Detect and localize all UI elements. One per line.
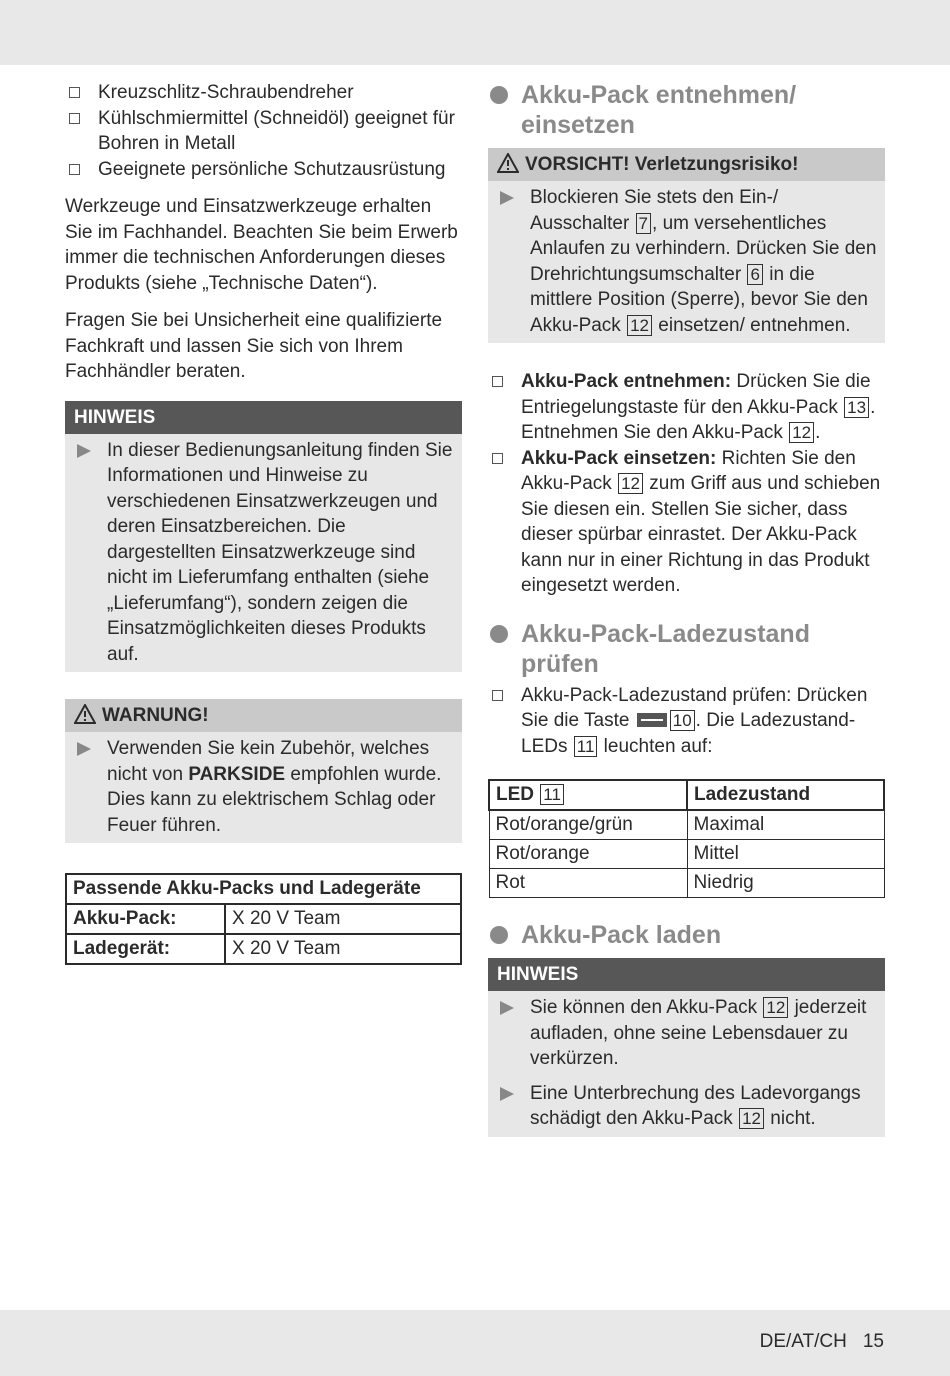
left-column xyxy=(65,80,462,965)
region-label: DE/AT/CH xyxy=(759,1331,847,1352)
bullet-dot-icon xyxy=(490,86,508,104)
warning-triangle-icon xyxy=(74,702,96,736)
warnung-title: WARNUNG! xyxy=(102,705,209,726)
right-column xyxy=(488,80,885,1137)
part-number: 10 xyxy=(670,710,695,731)
table-row: Rot/orange Mittel xyxy=(489,840,884,869)
table-title: Passende Akku-Packs und Ladegeräte xyxy=(66,874,461,904)
table-row: Akku-Pack: X 20 V Team xyxy=(66,904,461,934)
vorsicht-box xyxy=(488,148,885,343)
arrow-right-icon xyxy=(500,1001,514,1015)
list-item: Akku-Pack einsetzen: Richten Sie den Akku-Pack 12 zum Griff aus und schieben Sie diesen ein. Stellen Sie sicher, dass dieser spürbar einrastet. Der Akku-Pack kann nur in einer Richtung in das Produkt eingesetzt werden. xyxy=(488,446,885,599)
checkbox-icon xyxy=(69,113,80,124)
bullet-dot-icon xyxy=(490,625,508,643)
bullet-dot-icon xyxy=(490,926,508,944)
list-item: Kühlschmiermittel (Schneidöl) geeignet für Bohren in Metall xyxy=(65,106,462,157)
section-title-remove-insert: Akku-Pack entnehmen/ einsetzen xyxy=(488,80,885,140)
arrow-right-icon xyxy=(77,742,91,756)
checkbox-icon xyxy=(492,376,503,387)
part-number: 6 xyxy=(747,264,762,285)
part-number: 11 xyxy=(540,784,564,805)
part-number: 7 xyxy=(636,213,651,234)
note-item: Eine Unterbrechung des Ladevorgangs schädigt den Akku-Pack 12 nicht. xyxy=(488,1081,877,1132)
list-item: Akku-Pack-Ladezustand prüfen: Drücken Sie die Taste 10 . Die Ladezustand-LEDs 11 leuchten auf: xyxy=(488,683,885,760)
table-row: Ladegerät: X 20 V Team xyxy=(66,934,461,964)
top-bar xyxy=(0,0,950,65)
checkbox-icon xyxy=(492,690,503,701)
warnung-box xyxy=(65,699,462,843)
section-title-charge-status: Akku-Pack-Ladezustand prüfen xyxy=(488,619,885,679)
hinweis-title: HINWEIS xyxy=(65,401,462,434)
part-number: 12 xyxy=(627,315,652,336)
tools-list xyxy=(65,80,462,182)
checkbox-icon xyxy=(69,164,80,175)
note-item: In dieser Bedienungsanleitung finden Sie Informationen und Hinweise zu verschiedenen Einsatzwerkzeugen und deren Einsatzbereichen. Die dargestellten Einsatzwerkzeuge sind nicht im Lieferumfang enthalten (siehe „Lieferumfang“), sondern zeigen die Einsatzmöglichkeiten dieses Produkts auf. xyxy=(65,438,454,668)
hinweis-box xyxy=(65,401,462,673)
table-row: Rot/orange/grün Maximal xyxy=(489,810,884,840)
paragraph-advice: Fragen Sie bei Unsicherheit eine qualifizierte Fachkraft und lassen Sie sich von Ihrem Fachhändler beraten. xyxy=(65,310,443,382)
part-number: 12 xyxy=(618,473,643,494)
table-header-row: LED 11 Ladezustand xyxy=(489,780,884,810)
led-status-table xyxy=(488,779,885,898)
hinweis-title: HINWEIS xyxy=(488,958,885,991)
page-footer xyxy=(760,1331,884,1353)
note-item: Verwenden Sie kein Zubehör, welches nicht von PARKSIDE empfohlen wurde. Dies kann zu elektrischem Schlag oder Feuer führen. xyxy=(65,736,454,838)
part-number: 12 xyxy=(739,1108,764,1129)
vorsicht-title: VORSICHT! Verletzungsrisiko! xyxy=(525,154,799,175)
arrow-right-icon xyxy=(77,444,91,458)
warning-triangle-icon xyxy=(497,151,519,185)
compatible-packs-table xyxy=(65,873,462,965)
part-number: 12 xyxy=(789,422,814,443)
page-number: 15 xyxy=(862,1331,884,1352)
hinweis-box-charge xyxy=(488,958,885,1137)
section-title-charge: Akku-Pack laden xyxy=(488,920,885,950)
checkbox-icon xyxy=(492,453,503,464)
note-item: Blockieren Sie stets den Ein-/ Ausschalter 7 , um versehentliches Anlaufen zu verhindern. Drücken Sie den Drehrichtungsumschalter 6 in die mittlere Position (Sperre), bevor Sie den Akku-Pack 12 einsetzen/ entnehmen. xyxy=(488,185,877,338)
remove-insert-list xyxy=(488,369,885,599)
note-item: Sie können den Akku-Pack 12 jederzeit aufladen, ohne seine Lebensdauer zu verkürzen. xyxy=(488,995,877,1072)
battery-button-icon xyxy=(637,713,667,727)
table-row: Rot Niedrig xyxy=(489,869,884,898)
paragraph-tools: Werkzeuge und Einsatzwerkzeuge erhalten Sie im Fachhandel. Beachten Sie beim Erwerb immer die technischen Anforderungen dieses Produkts (siehe „Technische Daten“). xyxy=(65,196,458,294)
list-item: Kreuzschlitz-Schraubendreher xyxy=(65,80,462,106)
checkbox-icon xyxy=(69,87,80,98)
list-item: Akku-Pack entnehmen: Drücken Sie die Entriegelungstaste für den Akku-Pack 13 . Entnehmen Sie den Akku-Pack 12 . xyxy=(488,369,885,446)
arrow-right-icon xyxy=(500,191,514,205)
arrow-right-icon xyxy=(500,1087,514,1101)
charge-status-list xyxy=(488,683,885,760)
part-number: 11 xyxy=(574,736,598,757)
part-number: 13 xyxy=(844,397,869,418)
list-item: Geeignete persönliche Schutzausrüstung xyxy=(65,157,462,183)
brand-name: PARKSIDE xyxy=(188,763,286,785)
part-number: 12 xyxy=(763,997,788,1018)
